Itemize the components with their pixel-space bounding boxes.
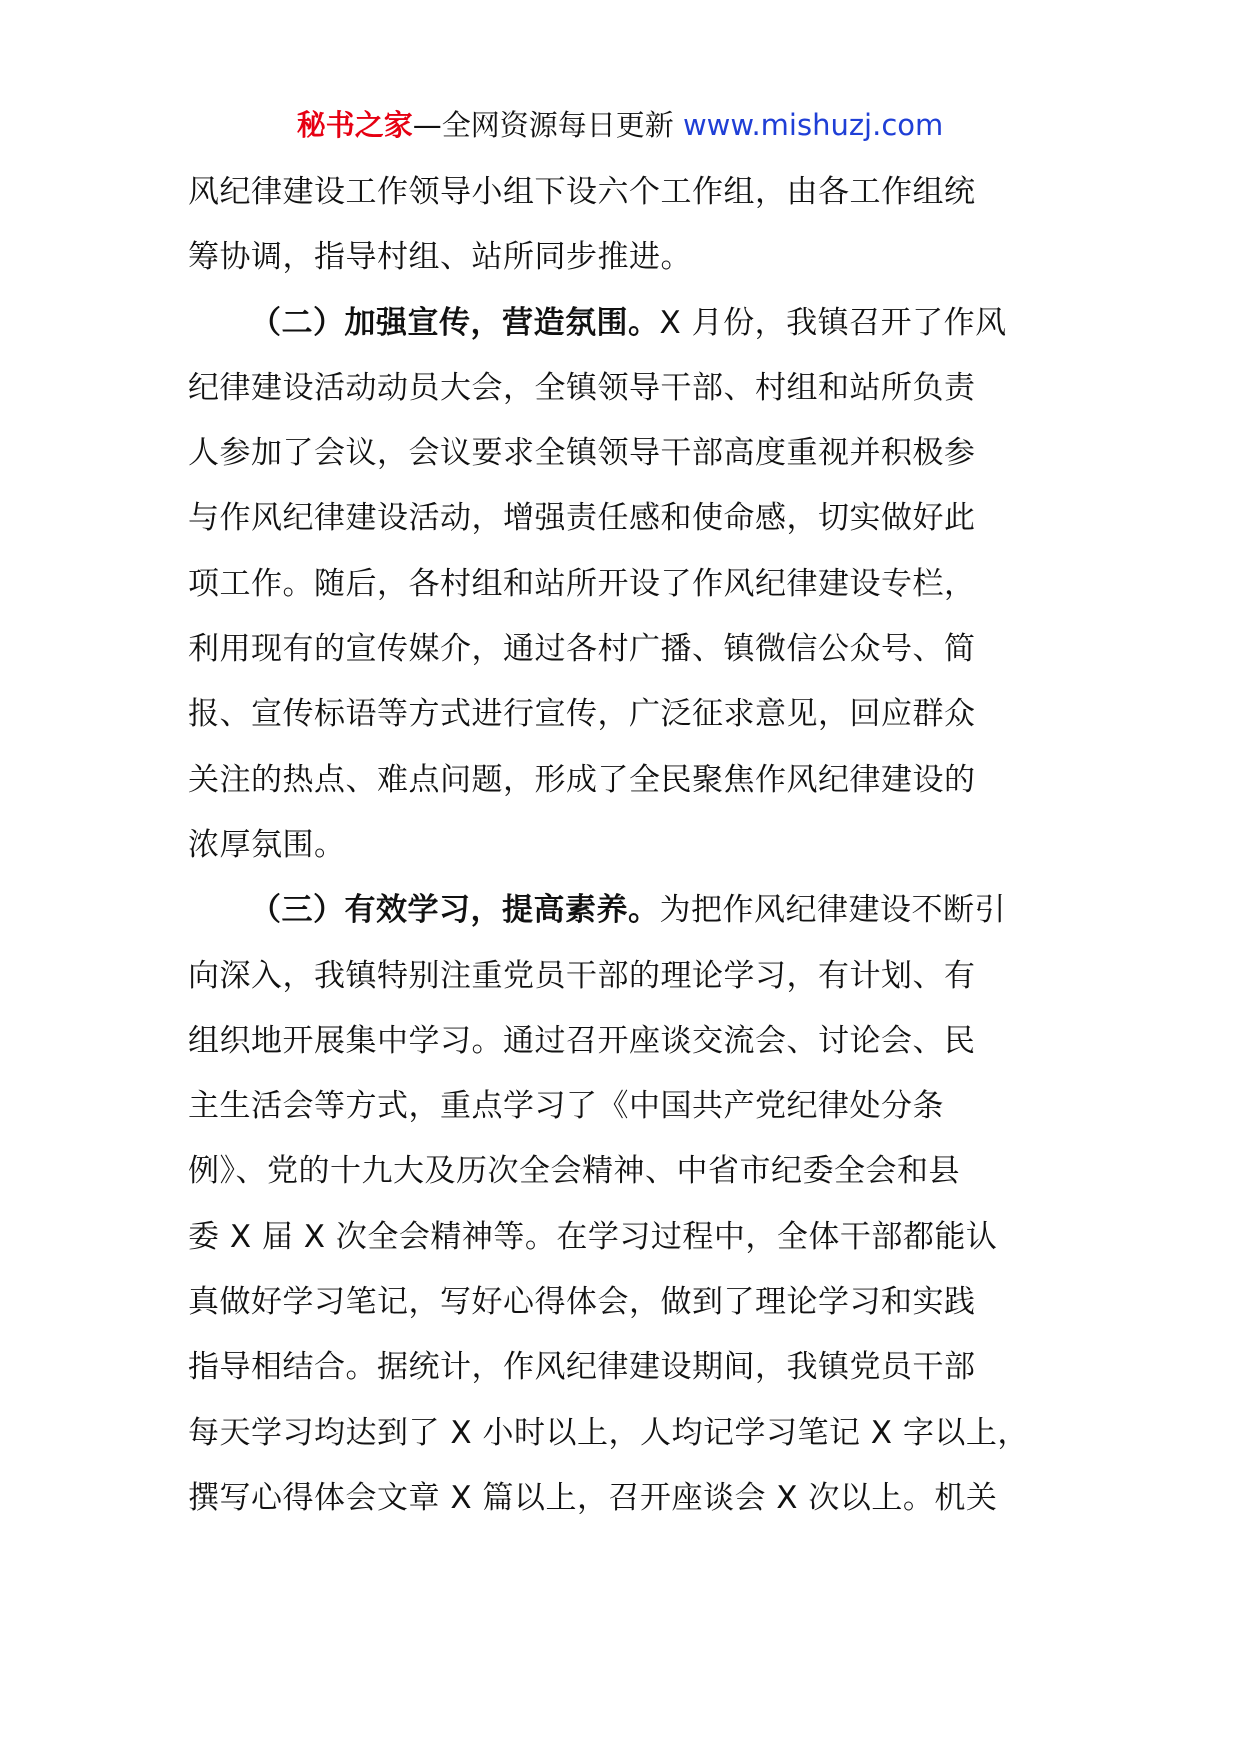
paragraph-line: （三）有效学习，提高素养。为把作风纪律建设不断引: [250, 892, 1006, 929]
section-heading: （二）加强宣传，营造氛围。: [250, 304, 660, 341]
section-heading: （三）有效学习，提高素养。: [250, 892, 660, 929]
text-line: 关注的热点、难点问题，形成了全民聚焦作风纪律建设的: [188, 761, 976, 798]
text-line: 组织地开展集中学习。通过召开座谈交流会、讨论会、民: [188, 1022, 976, 1059]
header-slogan: —全网资源每日更新: [412, 108, 683, 142]
text-line: 浓厚氛围。: [188, 826, 346, 863]
text-line: 筹协调，指导村组、站所同步推进。: [188, 239, 692, 276]
text-line: 主生活会等方式，重点学习了《中国共产党纪律处分条: [188, 1088, 944, 1125]
text-line: 与作风纪律建设活动，增强责任感和使命感，切实做好此: [188, 500, 976, 537]
text-line: 报、宣传标语等方式进行宣传，广泛征求意见，回应群众: [188, 696, 976, 733]
text-line: 利用现有的宣传媒介，通过各村广播、镇微信公众号、简: [188, 631, 976, 668]
header-brand: 秘书之家: [296, 108, 413, 142]
text-line: 撰写心得体会文章 X 篇以上，召开座谈会 X 次以上。机关: [188, 1479, 998, 1516]
text-line: 真做好学习笔记，写好心得体会，做到了理论学习和实践: [188, 1284, 976, 1321]
header-site-url: www.mishuzj.com: [682, 108, 944, 142]
text-line: 委 X 届 X 次全会精神等。在学习过程中，全体干部都能认: [188, 1218, 998, 1255]
text-line: 向深入，我镇特别注重党员干部的理论学习，有计划、有: [188, 957, 976, 994]
text-line: 项工作。随后，各村组和站所开设了作风纪律建设专栏，: [188, 565, 976, 602]
text-line: 指导相结合。据统计，作风纪律建设期间，我镇党员干部: [188, 1349, 976, 1386]
paragraph-line: （二）加强宣传，营造氛围。X 月份，我镇召开了作风: [250, 304, 1007, 341]
watermark-header: [0, 100, 1240, 150]
document-body: [188, 160, 1068, 1531]
text-line: 风纪律建设工作领导小组下设六个工作组，由各工作组统: [188, 174, 976, 210]
text-line: 例》、党的十九大及历次全会精神、中省市纪委全会和县: [188, 1153, 960, 1190]
text-line: 纪律建设活动动员大会，全镇领导干部、村组和站所负责: [188, 369, 976, 406]
text-line: 每天学习均达到了 X 小时以上，人均记学习笔记 X 字以上，: [188, 1414, 1029, 1451]
text-line: 人参加了会议，会议要求全镇领导干部高度重视并积极参: [188, 435, 976, 472]
